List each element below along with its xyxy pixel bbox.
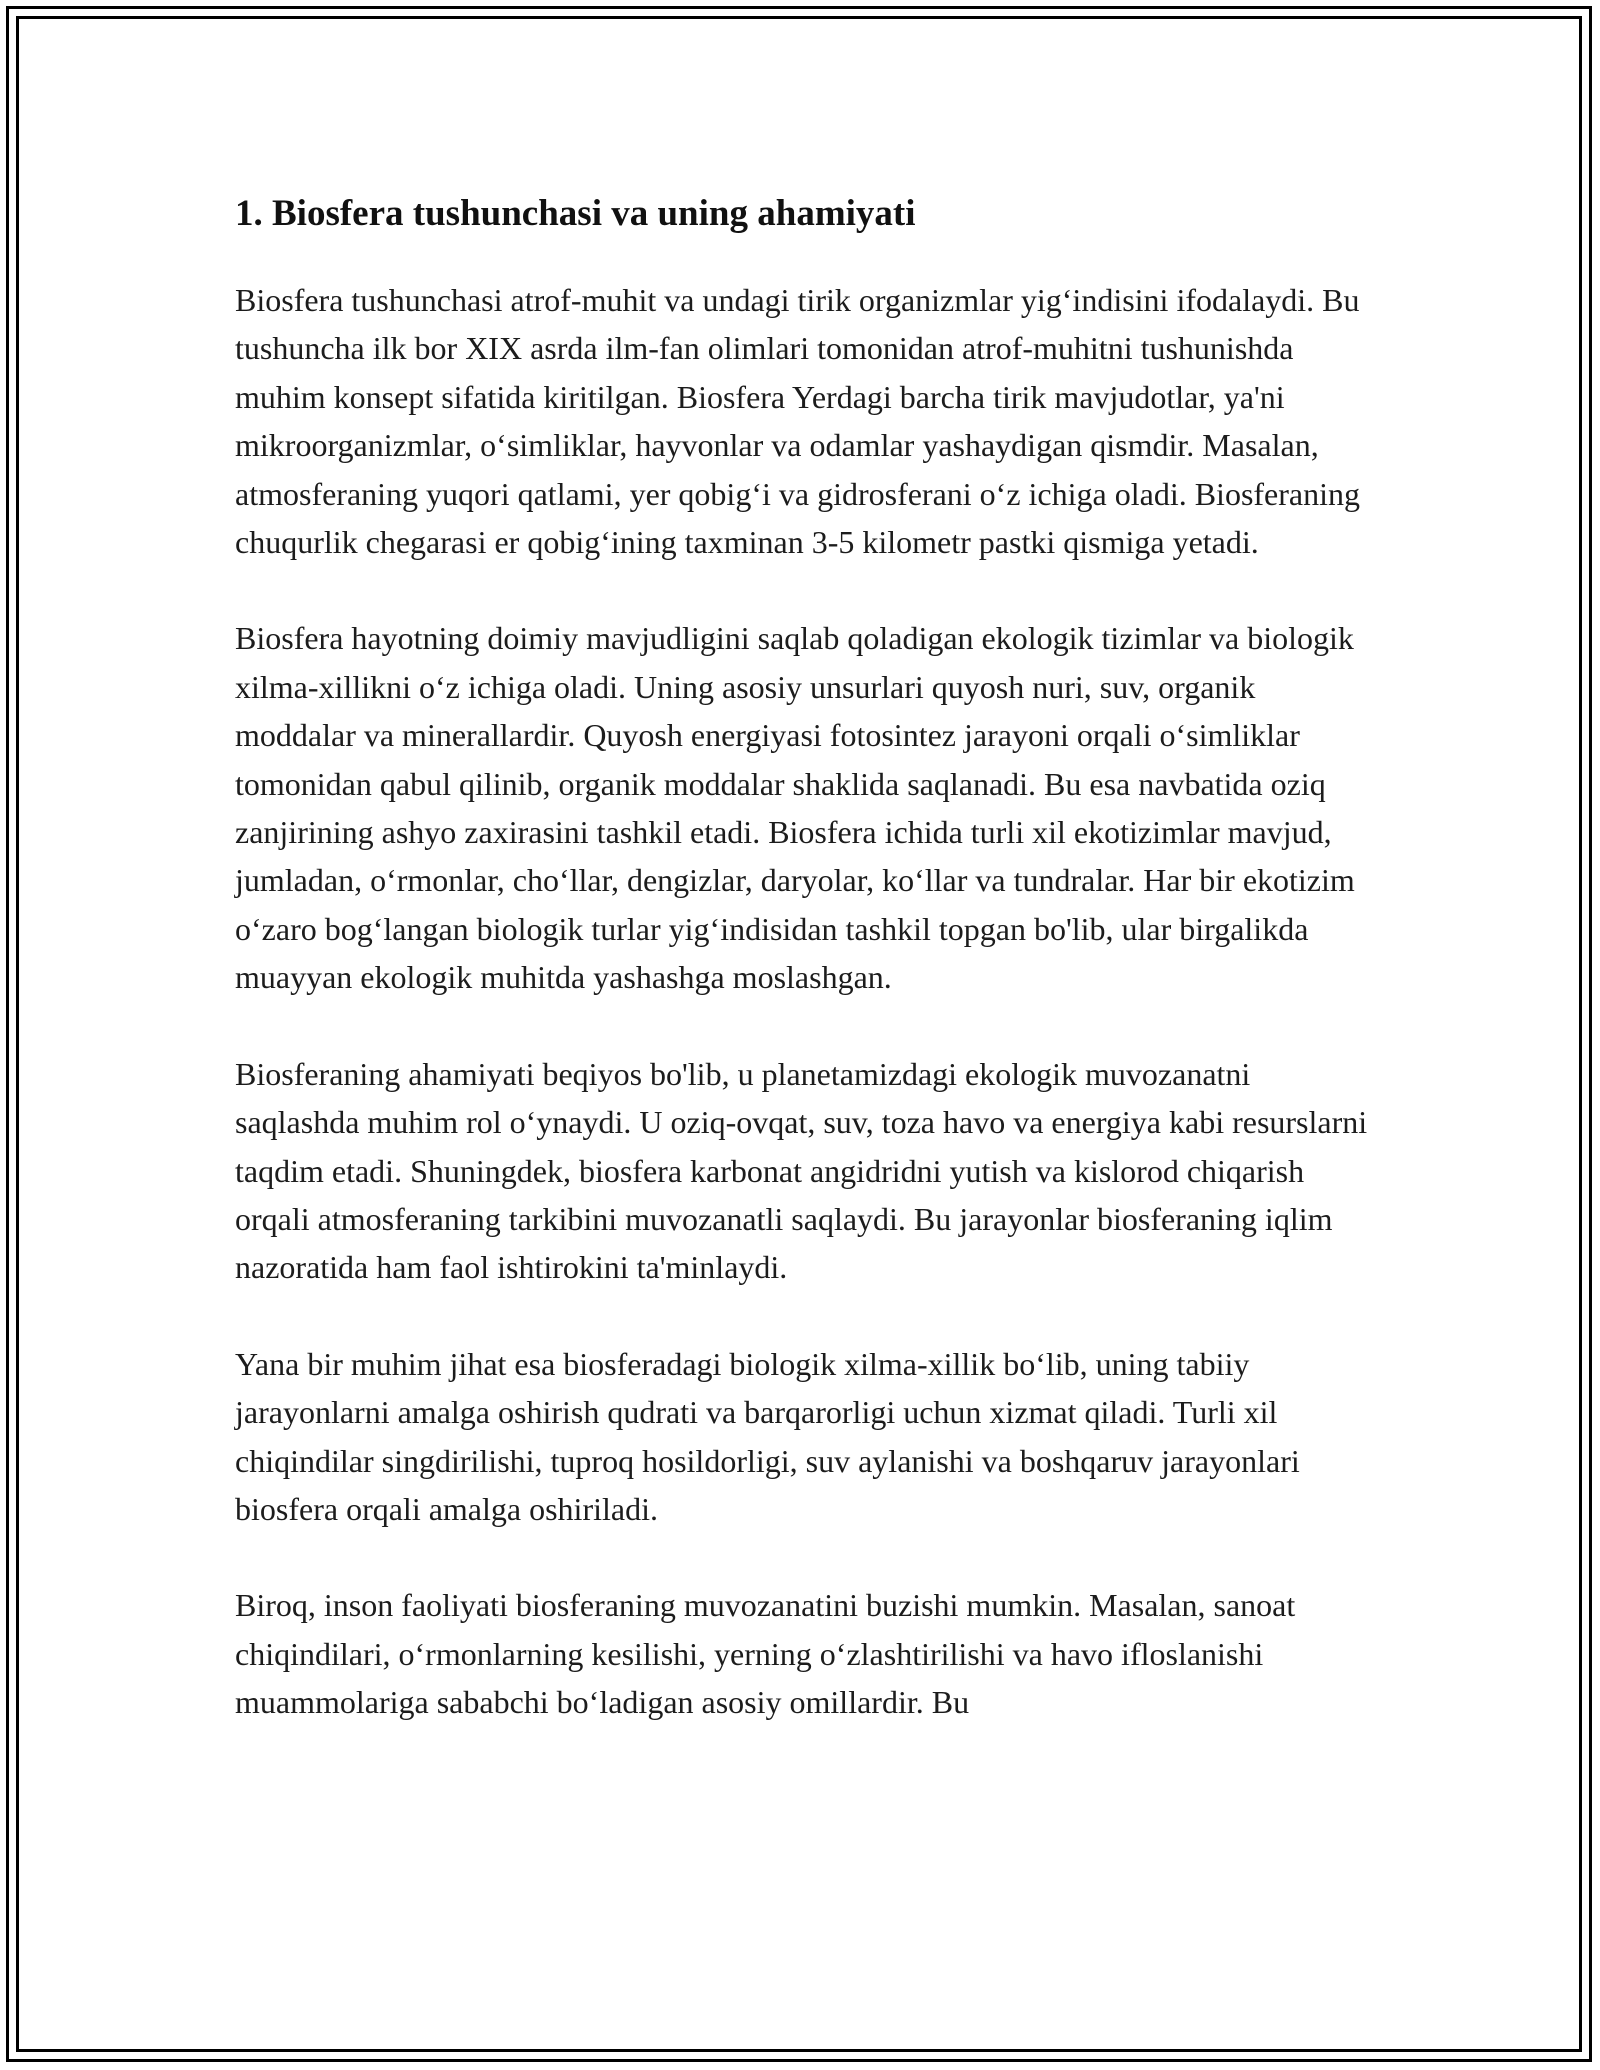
document-body [235, 186, 1370, 1775]
paragraph-3: Biosferaning ahamiyati beqiyos bo'lib, u planetamizdagi ekologik muvozanatni saqlashda muhim rol o‘ynaydi. U oziq-ovqat, suv, toza havo va energiya kabi resurslarni taqdim etadi. Shuningdek, biosfera karbonat angidridni yutish va kislorod chiqarish orqali atmosferaning tarkibini muvozanatli saqlaydi. Bu jarayonlar biosferaning iqlim nazoratida ham faol ishtirokini ta'minlaydi. [235, 1055, 1368, 1286]
paragraph-2: Biosfera hayotning doimiy mavjudligini saqlab qoladigan ekologik tizimlar va biologik xilma-xillikni o‘z ichiga oladi. Uning asosiy unsurlari quyosh nuri, suv, organik moddalar va minerallardir. Quyosh energiyasi fotosintez jarayoni orqali o‘simliklar tomonidan qabul qilinib, organik moddalar shaklida saqlanadi. Bu esa navbatida oziq zanjirining ashyo zaxirasini tashkil etadi. Biosfera ichida turli xil ekotizimlar mavjud, jumladan, o‘rmonlar, cho‘llar, dengizlar, daryolar, ko‘llar va tundralar. Har bir ekotizim o‘zaro bog‘langan biologik turlar yig‘indisidan tashkil topgan bo'lib, ular birgalikda muayyan ekologik muhitda yashashga moslashgan. [235, 620, 1355, 996]
paragraph-5: Biroq, inson faoliyati biosferaning muvozanatini buzishi mumkin. Masalan, sanoat chiqindilari, o‘rmonlarning kesilishi, yerning o‘zlashtirilishi va havo ifloslanishi muammolariga sababchi bo‘ladigan asosiy omillardir. Bu [235, 1587, 1296, 1721]
section-heading: 1. Biosfera tushunchasi va uning ahamiyati [235, 193, 916, 234]
paragraph-4: Yana bir muhim jihat esa biosferadagi biologik xilma-xillik bo‘lib, uning tabiiy jarayonlarni amalga oshirish qudrati va barqarorligi uchun xizmat qiladi. Turli xil chiqindilar singdirilishi, tuproq hosildorligi, suv aylanishi va boshqaruv jarayonlari biosfera orqali amalga oshiriladi. [235, 1345, 1300, 1527]
paragraph-1: Biosfera tushunchasi atrof-muhit va undagi tirik organizmlar yig‘indisini ifodalaydi. Bu tushuncha ilk bor XIX asrda ilm-fan olimlari tomonidan atrof-muhitni tushunishda muhim konsept sifatida kiritilgan. Biosfera Yerdagi barcha tirik mavjudotlar, ya'ni mikroorganizmlar, o‘simliklar, hayvonlar va odamlar yashaydigan qismdir. Masalan, atmosferaning yuqori qatlami, yer qobig‘i va gidrosferani o‘z ichiga oladi. Biosferaning chuqurlik chegarasi er qobig‘ining taxminan 3-5 kilometr pastki qismiga yetadi. [235, 282, 1360, 561]
